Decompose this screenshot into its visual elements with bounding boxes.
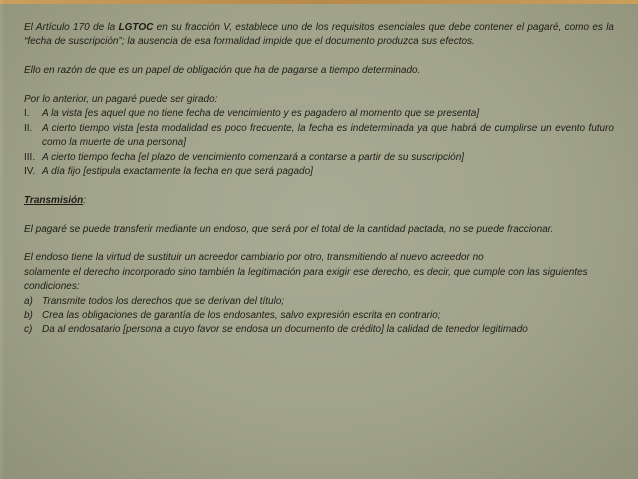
list-item-text: A cierto tiempo vista [esta modalidad es poco frecuente, la fecha es indeterminada ya que habrá de cumplirse un evento futuro como la muerte de una persona] bbox=[42, 122, 614, 149]
issuance-types-list bbox=[24, 107, 614, 179]
list-item-text: Transmite todos los derechos que se derivan del título; bbox=[42, 295, 285, 307]
list-item-text: A día fijo [estipula exactamente la fecha en que será pagado] bbox=[42, 166, 313, 178]
list-marker: II. bbox=[24, 122, 33, 134]
left-accent-edge bbox=[0, 0, 3, 479]
list-item-text: Da al endosatario [persona a cuyo favor se endosa un documento de crédito] la calidad de tenedor legitimado bbox=[42, 324, 528, 336]
transmision-heading-line bbox=[24, 194, 614, 208]
list-item bbox=[24, 107, 614, 121]
slide-content bbox=[24, 21, 614, 338]
list-item-text: Crea las obligaciones de garantía de los endosantes, salvo expresión escrita en contrario; bbox=[42, 310, 441, 322]
top-accent-bar bbox=[0, 0, 638, 4]
list-item bbox=[24, 122, 614, 151]
list-marker: b) bbox=[24, 310, 33, 322]
lgtoc-abbreviation: LGTOC bbox=[118, 22, 154, 33]
intro-paragraph bbox=[24, 21, 614, 50]
section-heading: Transmisión bbox=[24, 194, 84, 206]
endorsement-paragraph: El pagaré se puede transferir mediante un endoso, que será por el total de la cantidad pactada, no se puede fraccionar. bbox=[24, 223, 554, 235]
list-marker: IV. bbox=[24, 166, 36, 178]
intro-text-a: El Artículo 170 de la bbox=[24, 22, 119, 33]
list-marker: a) bbox=[24, 295, 33, 307]
list-item bbox=[24, 309, 614, 323]
list-marker: c) bbox=[24, 324, 33, 336]
conditions-list bbox=[24, 295, 614, 338]
list-item-text: A cierto tiempo fecha [el plazo de vencimiento comenzará a contarse a partir de su suscripción] bbox=[42, 151, 465, 163]
list-item-text: A la vista [es aquel que no tiene fecha de vencimiento y es pagadero al momento que se presenta] bbox=[42, 108, 480, 120]
list-item bbox=[24, 165, 614, 179]
list-marker: I. bbox=[24, 108, 30, 120]
list-item bbox=[24, 151, 614, 165]
reason-paragraph: Ello en razón de que es un papel de obligación que ha de pagarse a tiempo determinado. bbox=[24, 65, 421, 77]
list-item bbox=[24, 295, 614, 309]
endorsement-effect-line1: El endoso tiene la virtud de sustituir un acreedor cambiario por otro, transmitiendo al nuevo acreedor no bbox=[24, 252, 484, 264]
list-item bbox=[24, 323, 614, 337]
intro-text-c: en su fracción V, establece uno de los requisitos esenciales que debe contener el pagaré, como es la “fecha de suscripción”; la ausencia de esa formalidad impide que el documento produzca sus efectos. bbox=[24, 22, 614, 48]
issuance-intro-paragraph: Por lo anterior, un pagaré puede ser girado: bbox=[24, 94, 218, 105]
endorsement-effect-paragraph bbox=[24, 251, 614, 294]
endorsement-effect-line2: solamente el derecho incorporado sino también la legitimación para exigir ese derecho, es decir, que cumple con las siguientes condiciones: bbox=[24, 266, 588, 293]
list-marker: III. bbox=[24, 151, 36, 163]
heading-colon: : bbox=[83, 194, 87, 206]
